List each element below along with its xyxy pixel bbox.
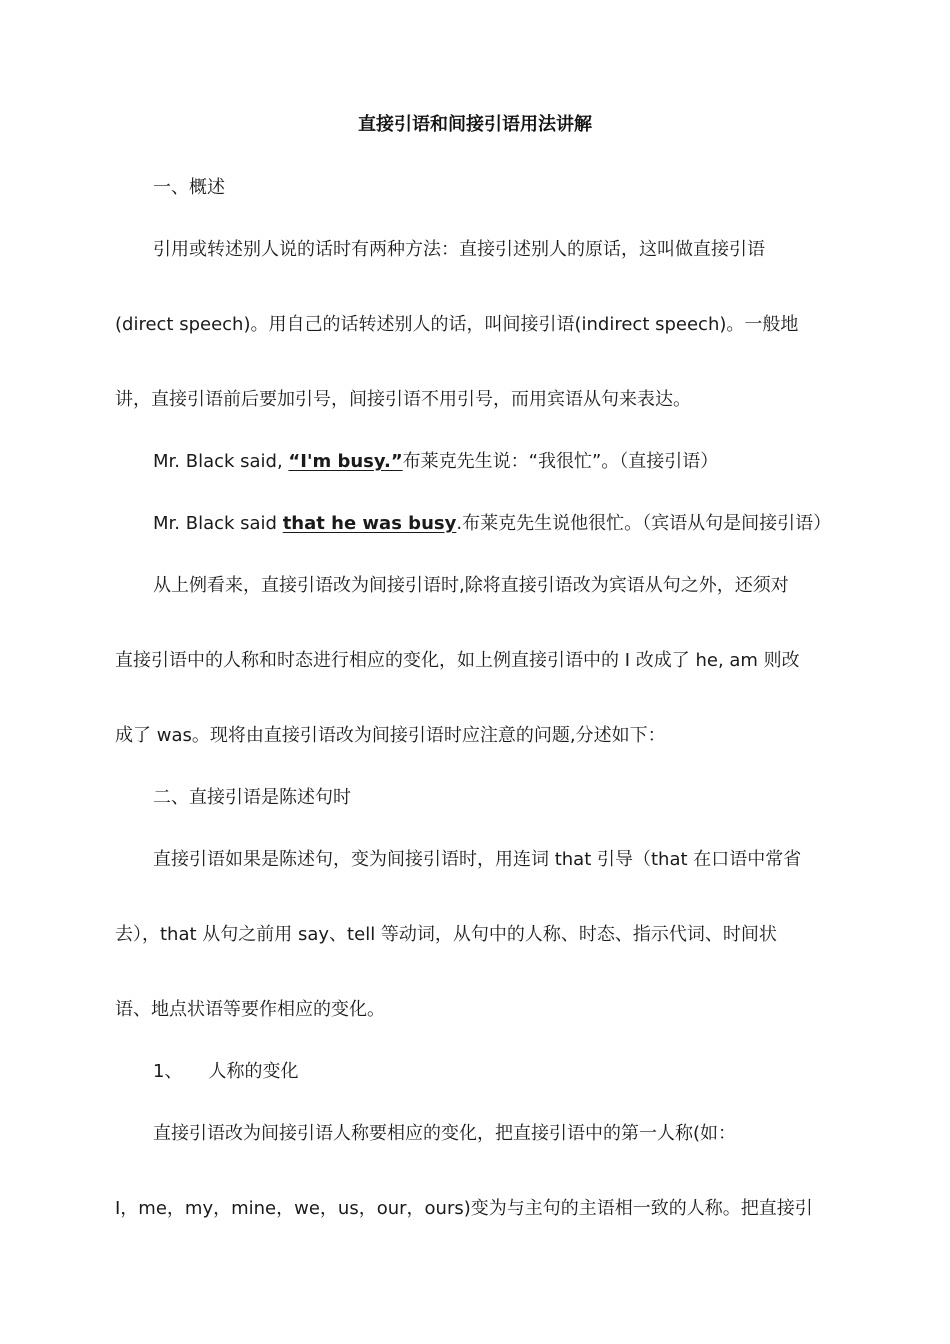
example-direct-speech [153,450,843,474]
paragraph-line: 引用或转述别人说的话时有两种方法：直接引述别人的原话，这叫做直接引语 [153,239,765,260]
paragraph-line: 语、地点状语等要作相应的变化。 [115,999,385,1020]
section-2-heading: 二、直接引语是陈述句时 [153,787,351,808]
paragraph-line: I，me，my，mine，we，us，our，ours)变为与主句的主语相一致的人称。把直接引 [115,1198,813,1219]
example-quote-underlined: “I'm busy.” [288,451,403,472]
paragraph-line: 直接引语如果是陈述句，变为间接引语时，用连词 that 引导（that 在口语中常省 [153,849,802,870]
section-1-heading: 一、概述 [153,177,225,198]
paragraph-line: 直接引语中的人称和时态进行相应的变化，如上例直接引语中的 I 改成了 he, am 则改 [115,650,800,671]
example-indirect-speech [153,512,843,536]
paragraph-line: 去），that 从句之前用 say、tell 等动词，从句中的人称、时态、指示代词、时间状 [115,924,777,945]
subsection-1-heading [153,1060,843,1084]
example-prefix: Mr. Black said, [153,451,289,472]
subsection-title: 人称的变化 [208,1061,299,1082]
paragraph-line: 成了 was。现将由直接引语改为间接引语时应注意的问题,分述如下： [115,725,666,746]
paragraph-line: 讲，直接引语前后要加引号，间接引语不用引号，而用宾语从句来表达。 [115,389,691,410]
example-prefix: Mr. Black said [153,513,283,534]
paragraph-line: 直接引语改为间接引语人称要相应的变化，把直接引语中的第一人称(如： [153,1123,737,1144]
paragraph-line: 从上例看来，直接引语改为间接引语时,除将直接引语改为宾语从句之外，还须对 [153,575,789,596]
subsection-number: 1、 [153,1061,183,1082]
document-title: 直接引语和间接引语用法讲解 [358,114,592,135]
example-clause-underlined: that he was busy [282,513,457,534]
example-translation: 布莱克先生说：“我很忙”。（直接引语） [402,451,719,472]
paragraph-line: (direct speech)。用自己的话转述别人的话，叫间接引语(indirect speech)。一般地 [115,314,799,335]
example-translation: .布莱克先生说他很忙。（宾语从句是间接引语） [456,513,832,534]
